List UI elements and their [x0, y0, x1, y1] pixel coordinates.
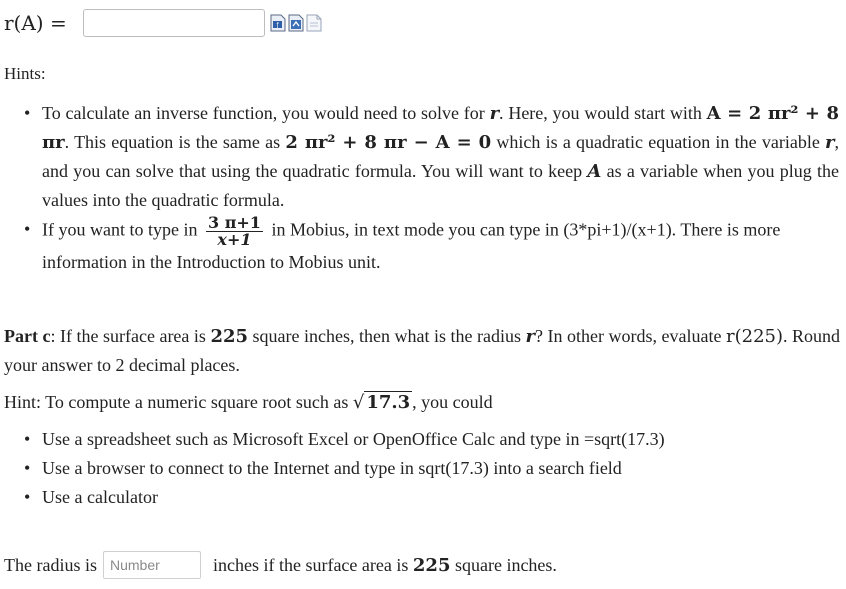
radius-number-input[interactable] [103, 551, 201, 579]
question-text: . Round your answer to 2 decimal places. [4, 326, 841, 375]
editor-icons [270, 14, 322, 32]
tool-text: Use a browser to connect to the Internet and type in sqrt(17.3) into a search field [42, 458, 622, 478]
bullet-icon: • [24, 219, 31, 239]
bullet-icon: • [24, 487, 31, 507]
list-item [24, 454, 839, 483]
hint-text: , and you can solve that using the quadratic formula. You will want to keep [42, 132, 840, 181]
radius-row [4, 550, 557, 580]
bullet-icon: • [24, 458, 31, 478]
bullet-icon: • [24, 103, 31, 123]
hint-item-mobius [24, 215, 839, 277]
answer-label: r(A) = [4, 11, 67, 35]
tool-list [24, 425, 839, 512]
help-document-icon[interactable] [306, 14, 322, 32]
hint-text: . Here, you would start with [499, 103, 702, 123]
math-var: r [489, 103, 500, 124]
hint-item-inverse [24, 99, 839, 215]
list-item [24, 425, 839, 454]
answer-row [4, 8, 322, 38]
tool-text: Use a spreadsheet such as Microsoft Excel or OpenOffice Calc and type in =sqrt(17.3) [42, 429, 665, 449]
hints-title: Hints: [4, 64, 46, 83]
svg-text:ƒ: ƒ [276, 22, 279, 29]
hint-text: . This equation is the same as [64, 132, 281, 152]
question-text: : If the surface area is [50, 326, 206, 346]
radius-text: square inches. [454, 554, 557, 575]
tool-text: Use a calculator [42, 487, 158, 507]
math-var: r [525, 326, 536, 347]
answer-input[interactable] [83, 9, 265, 37]
preview-icon[interactable] [288, 14, 304, 32]
math-var: A [587, 161, 602, 182]
math-var: r [825, 132, 835, 153]
expression: r(225) [725, 326, 783, 347]
question-text: ? In other words, evaluate [535, 326, 722, 346]
fraction-numerator: 3 π+1 [207, 213, 261, 232]
sqrt-radicand: 17.3 [366, 392, 411, 413]
equation-editor-icon[interactable] [270, 14, 286, 32]
hint-text: Hint: To compute a numeric square root such as [4, 392, 349, 412]
hint-text: as a variable when you plug the values into the quadratic formula. [42, 161, 839, 210]
hint-text: To calculate an inverse function, you would need to solve for [42, 103, 485, 123]
hint-text: , you could [412, 392, 493, 412]
equation: 2 πr² + 8 πr − A = 0 [285, 132, 492, 153]
part-label: Part c [4, 326, 51, 346]
area-value: 225 [210, 326, 249, 347]
area-value: 225 [412, 554, 451, 576]
sqrt-expression: √ 17.3 [352, 392, 411, 413]
hint-list [24, 99, 839, 277]
fraction-denominator: x+1 [217, 230, 252, 249]
part-c-question [4, 322, 840, 379]
sqrt-hint [4, 388, 493, 417]
bullet-icon: • [24, 429, 31, 449]
radius-label: The radius is [4, 554, 97, 575]
equation: A = 2 πr² + 8 πr [42, 103, 840, 153]
fraction [206, 215, 263, 248]
list-item [24, 483, 839, 512]
hint-text: which is a quadratic equation in the variable [496, 132, 820, 152]
radius-text: inches if the surface area is [212, 554, 409, 575]
hint-text: in Mobius, in text mode you can type in (3*pi+1)/(x+1). There is more information in the Introduction to Mobius unit. [42, 219, 781, 272]
hint-text: If you want to type in [42, 219, 198, 240]
question-text: square inches, then what is the radius [252, 326, 522, 346]
